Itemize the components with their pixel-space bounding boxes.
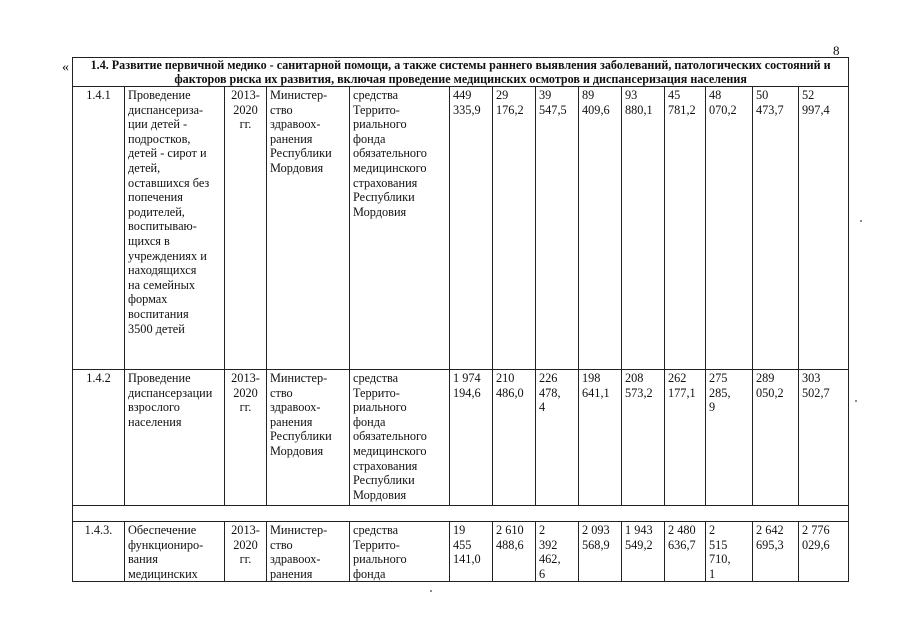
row-source: средства Террито- риального фонда обязательного медицинского страхования Республики Мордовия — [350, 370, 450, 506]
row-executor: Министер- ство здравоох- ранения Республики Мордовия — [267, 370, 350, 506]
row-value-2015: 89 409,6 — [579, 87, 622, 370]
row-name: Проведение диспансерзации взрослого населения — [125, 370, 225, 506]
row-value-2014: 39 547,5 — [536, 87, 579, 370]
row-value-total: 1 974 194,6 — [450, 370, 493, 506]
row-value-2020: 303 502,7 — [799, 370, 849, 506]
table-row — [73, 87, 849, 370]
row-period: 2013- 2020 гг. — [225, 370, 267, 506]
row-value-2018: 2 515 710, 1 — [706, 522, 753, 582]
row-gap — [73, 506, 849, 522]
page-number: 8 — [833, 43, 840, 58]
row-code: 1.4.3. — [73, 522, 125, 582]
row-value-2019: 2 642 695,3 — [753, 522, 799, 582]
row-value-2013: 210 486,0 — [493, 370, 536, 506]
program-table — [72, 57, 849, 582]
row-source: средства Террито- риального фонда обязательного медицинского страхования Республики Мордовия — [350, 87, 450, 370]
section-header-row — [73, 58, 849, 87]
row-value-2015: 2 093 568,9 — [579, 522, 622, 582]
row-separator — [73, 506, 849, 522]
row-value-2016: 208 573,2 — [622, 370, 665, 506]
table-row — [73, 522, 849, 582]
row-value-2018: 275 285, 9 — [706, 370, 753, 506]
scan-speck — [430, 590, 432, 592]
row-value-2013: 29 176,2 — [493, 87, 536, 370]
row-executor: Министер- ство здравоох- ранения Республики Мордовия — [267, 87, 350, 370]
row-value-2019: 50 473,7 — [753, 87, 799, 370]
row-value-2020: 52 997,4 — [799, 87, 849, 370]
row-code: 1.4.1 — [73, 87, 125, 370]
row-value-2015: 198 641,1 — [579, 370, 622, 506]
row-period: 2013- 2020 гг. — [225, 522, 267, 582]
row-value-2013: 2 610 488,6 — [493, 522, 536, 582]
row-value-2017: 262 177,1 — [665, 370, 706, 506]
quote-mark: « — [62, 60, 69, 75]
scan-speck — [860, 220, 862, 222]
row-value-2017: 2 480 636,7 — [665, 522, 706, 582]
scan-speck — [855, 400, 857, 402]
row-value-total: 19 455 141,0 — [450, 522, 493, 582]
row-source: средства Террито- риального фонда — [350, 522, 450, 582]
row-value-2014: 2 392 462, 6 — [536, 522, 579, 582]
row-value-2019: 289 050,2 — [753, 370, 799, 506]
row-value-2020: 2 776 029,6 — [799, 522, 849, 582]
row-value-2014: 226 478, 4 — [536, 370, 579, 506]
row-executor: Министер- ство здравоох- ранения — [267, 522, 350, 582]
row-value-2016: 1 943 549,2 — [622, 522, 665, 582]
section-title: 1.4. Развитие первичной медико - санитарной помощи, а также системы раннего выявления заболеваний, патологических состояний и факторов риска их развития, включая проведение медицинских осмотров и диспансеризация населения — [73, 58, 849, 87]
row-value-2017: 45 781,2 — [665, 87, 706, 370]
row-code: 1.4.2 — [73, 370, 125, 506]
row-value-2018: 48 070,2 — [706, 87, 753, 370]
table-row — [73, 370, 849, 506]
row-value-total: 449 335,9 — [450, 87, 493, 370]
row-value-2016: 93 880,1 — [622, 87, 665, 370]
row-name: Проведение диспансериза- ции детей - подростков, детей - сирот и детей, оставшихся без попечения родителей, воспитываю- щихся в учреждениях и находящихся на семейных формах воспитания 3500 детей — [125, 87, 225, 370]
row-period: 2013- 2020 гг. — [225, 87, 267, 370]
row-name: Обеспечение функциониро- вания медицинских — [125, 522, 225, 582]
